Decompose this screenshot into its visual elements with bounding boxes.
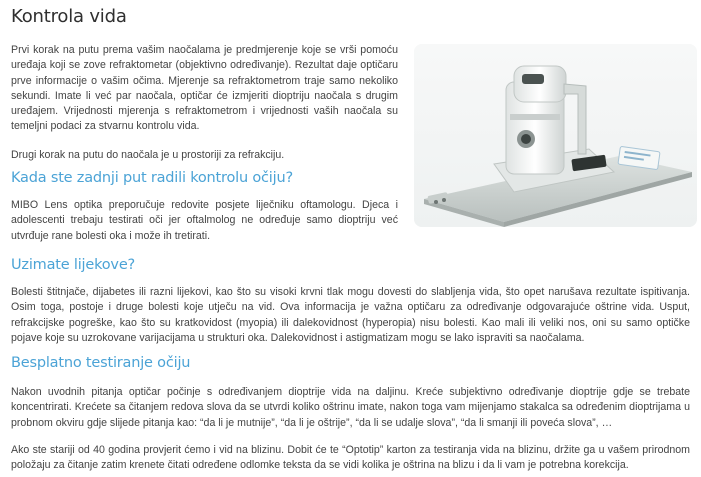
section-paragraph-last-check: MIBO Lens optika preporučuje redovite posjete liječniku oftamologu. Djeca i adolescenti trebaju testirati oči jer oftalmolog ne određuje samo dioptriju već utvrđuje rane bolesti oka i može ih tretirati.: [11, 199, 398, 242]
section-paragraph-free-testing-2: Ako ste stariji od 40 godina provjerit ćemo i vid na blizinu. Dobit će te “Optotip” karton za testiranja vida na blizinu, držite ga u vašem prirodnom položaju za čitanje zatim krenete čitati određene odlomke teksta da se vidi kolika je oštrina na blizu i da li vam je potrebna korekcija.: [11, 444, 690, 472]
section-paragraph-medications: Bolesti štitnjače, dijabetes ili razni lijekovi, kao što su visoki krvni tlak mogu dovesti do slabljenja vida, što opet narušava rezultate ispitivanja. Osim toga, postoje i druge bolesti koje utječu na vid. Ova informacija je važna optičaru za određivanje odgovarajuće oštrine vida. Usput, refrakcijske pogreške, kao što su kratkovidost (myopia) ili dalekovidnost (hyperopia) nisu bolesti. Kao mali ili veliki nos, oni su samo optičke pojave koje su uzrokovane varijacijama u strukturi oka. Dalekovidnost i astigmatizam mogu se lako ispraviti sa naočalama.: [11, 286, 690, 344]
section-heading-free-testing: Besplatno testiranje očiju: [11, 355, 191, 371]
section-paragraph-free-testing-1: Nakon uvodnih pitanja optičar počinje s određivanjem dioptrije vida na daljinu. Kreće subjektivno određivanje dioptrije gdje se trebate koncentrirati. Krećete sa čitanjem redova slova da se utvrdi koliko oštrinu imate, nakon toga vam mijenjamo stakalca sa određenim dioptrijama u probnom okviru gdje slijede pitanja kao: “da li je mutnije”, “da li je oštrije”, “da li se udalje slova”, “da li smanji ili poveća slova”, …: [11, 386, 690, 429]
page-title: Kontrola vida: [11, 6, 127, 27]
section-heading-medications: Uzimate lijekove?: [11, 257, 136, 273]
intro-paragraph-1: Prvi korak na putu prema vašim naočalama je predmjerenje koje se vrši pomoću uređaja koji se zove refraktometar (objektivno određivanje). Rezultat daje optičaru prve informacije o vašim očima. Mjerenje sa refraktometrom traje samo nekoliko sekundi. Imate li već par naočala, optičar će izmjeriti dioptriju naočala s drugim uređajem. Vrijednosti mjerenja s refraktometrom i vrijednosti vaših naočala su temeljni podaci za stvarnu kontrolu vida.: [11, 44, 398, 133]
intro-paragraph-2: Drugi korak na putu do naočala je u prostoriji za refrakciju.: [11, 149, 285, 161]
section-heading-last-check: Kada ste zadnji put radili kontrolu očiju?: [11, 170, 293, 186]
refractometer-image: [414, 44, 697, 227]
